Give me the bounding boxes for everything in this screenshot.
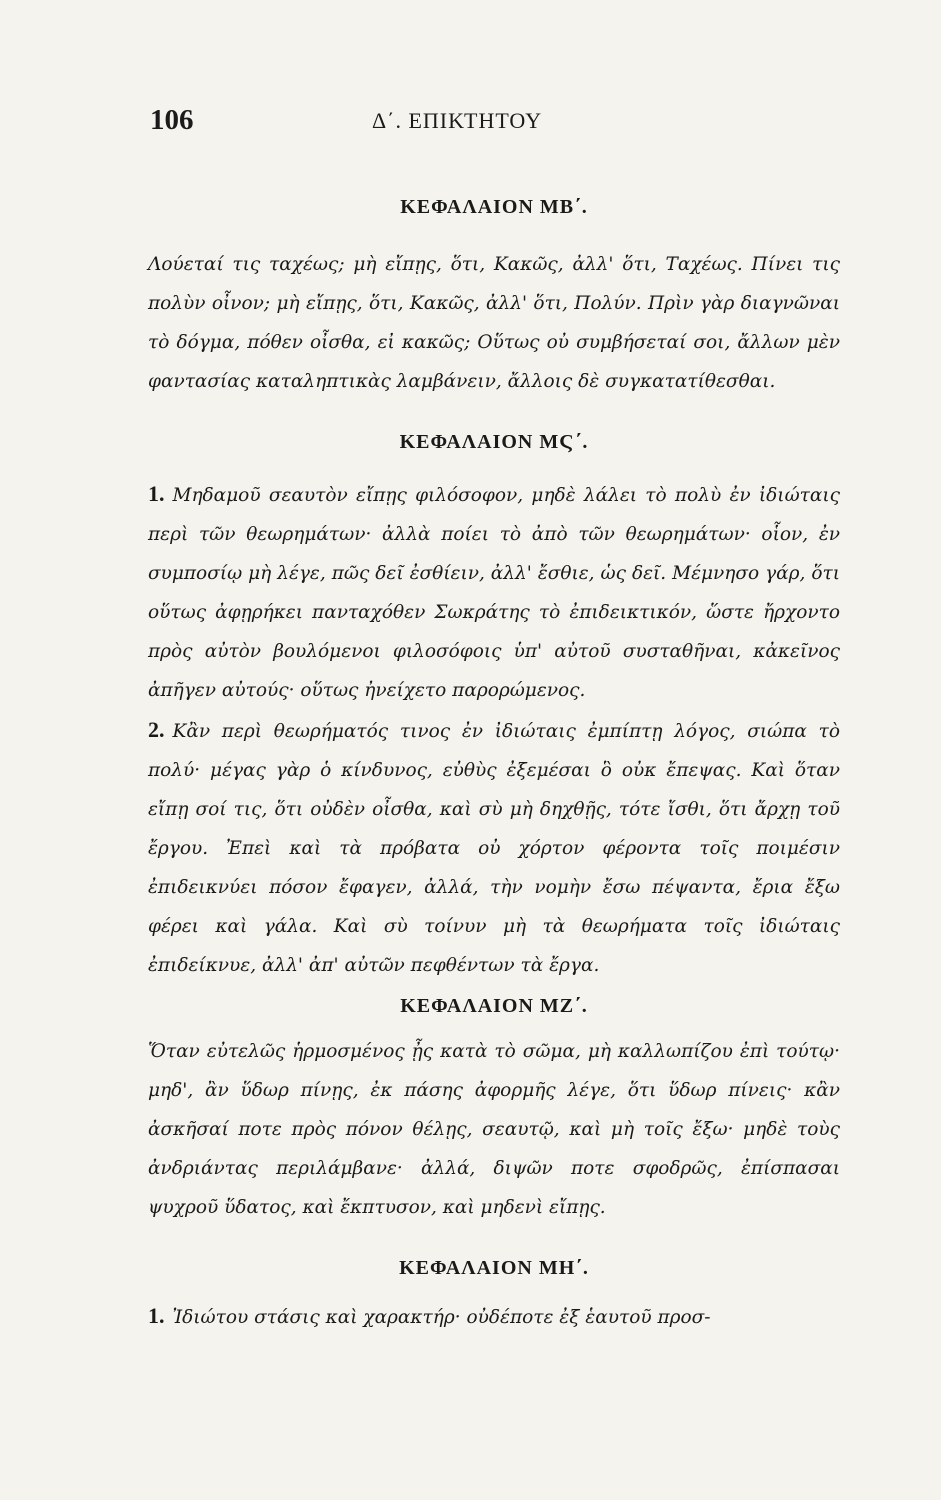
paragraph-text: Μηδαμοῦ σεαυτὸν εἴπῃς φιλόσοφον, μηδὲ λάλει τὸ πολὺ ἐν ἰδιώταις περὶ τῶν θεωρημάτων· ἀλλὰ ποίει τὸ ἀπὸ τῶν θεωρημάτων· οἷον, ἐν συμποσίῳ μὴ λέγε, πῶς δεῖ ἐσθίειν, ἀλλ' ἔσθιε, ὡς δεῖ. Μέμνησο γάρ, ὅτι οὕτως ἀφῃρήκει πανταχόθεν Σωκράτης τὸ ἐπιδεικτικόν, ὥστε ἤρχοντο πρὸς αὐτὸν βουλόμενοι φιλοσόφοις ὑπ' αὐτοῦ συσταθῆναι, κἀκεῖνος ἀπῆγεν αὐτούς· οὕτως ἠνείχετο παρορώμενος. (148, 485, 840, 701)
paragraph-text: Κἂν περὶ θεωρήματός τινος ἐν ἰδιώταις ἐμπίπτῃ λόγος, σιώπα τὸ πολύ· μέγας γὰρ ὁ κίνδυνος, εὐθὺς ἐξεμέσαι ὃ οὐκ ἔπεψας. Καὶ ὅταν εἴπῃ σοί τις, ὅτι οὐδὲν οἶσθα, καὶ σὺ μὴ δηχθῇς, τότε ἴσθι, ὅτι ἄρχῃ τοῦ ἔργου. Ἐπεὶ καὶ τὰ πρόβατα οὐ χόρτον φέροντα τοῖς ποιμέσιν ἐπιδεικνύει πόσον ἔφαγεν, ἀλλά, τὴν νομὴν ἔσω πέψαντα, ἔρια ἔξω φέρει καὶ γάλα. Καὶ σὺ τοίνυν μὴ τὰ θεωρήματα τοῖς ἰδιώταις ἐπιδείκνυε, ἀλλ' ἀπ' αὐτῶν πεφθέντων τὰ ἔργα. (148, 721, 840, 976)
paragraph (148, 474, 840, 710)
page-header (150, 104, 840, 144)
chapter-heading: ΚΕΦΑΛΑΙΟΝ ΜΗ΄. (399, 1257, 589, 1279)
chapter-heading: ΚΕΦΑΛΑΙΟΝ ΜϚ΄. (399, 431, 589, 453)
running-title: Δ΄. ΕΠΙΚΤΗΤΟΥ (372, 108, 543, 133)
paragraph (148, 245, 840, 401)
paragraph-text: Λούεταί τις ταχέως; μὴ εἴπῃς, ὅτι, Κακῶς, ἀλλ' ὅτι, Ταχέως. Πίνει τις πολὺν οἶνον; μὴ εἴπῃς, ὅτι, Κακῶς, ἀλλ' ὅτι, Πολύν. Πρὶν γὰρ διαγνῶναι τὸ δόγμα, πόθεν οἶσθα, εἰ κακῶς; Οὕτως οὐ συμβήσεταί σοι, ἄλλων μὲν φαντασίας καταληπτικὰς λαμβάνειν, ἄλλοις δὲ συγκατατίθεσθαι. (148, 254, 840, 392)
chapter-heading: ΚΕΦΑΛΑΙΟΝ ΜΖ΄. (400, 995, 588, 1017)
chapter-heading: ΚΕΦΑΛΑΙΟΝ ΜΒ΄. (400, 196, 588, 218)
paragraph (148, 1296, 840, 1337)
paragraph-number: 1. (148, 1303, 165, 1328)
paragraph (148, 710, 840, 985)
page-number: 106 (150, 104, 194, 136)
paragraph-number: 2. (148, 717, 165, 742)
paragraph-text: Ὅταν εὐτελῶς ἡρμοσμένος ᾖς κατὰ τὸ σῶμα, μὴ καλλωπίζου ἐπὶ τούτῳ· μηδ', ἂν ὕδωρ πίνῃς, ἐκ πάσης ἀφορμῆς λέγε, ὅτι ὕδωρ πίνεις· κἂν ἀσκῆσαί ποτε πρὸς πόνον θέλῃς, σεαυτῷ, καὶ μὴ τοῖς ἔξω· μηδὲ τοὺς ἀνδριάντας περιλάμβανε· ἀλλά, διψῶν ποτε σφοδρῶς, ἐπίσπασαι ψυχροῦ ὕδατος, καὶ ἔκπτυσον, καὶ μηδενὶ εἴπῃς. (148, 1041, 840, 1218)
paragraph-text: Ἰδιώτου στάσις καὶ χαρακτήρ· οὐδέποτε ἐξ ἑαυτοῦ προσ- (172, 1307, 711, 1328)
page-body (148, 196, 840, 1337)
paragraph-number: 1. (148, 481, 165, 506)
paragraph (148, 1032, 840, 1227)
